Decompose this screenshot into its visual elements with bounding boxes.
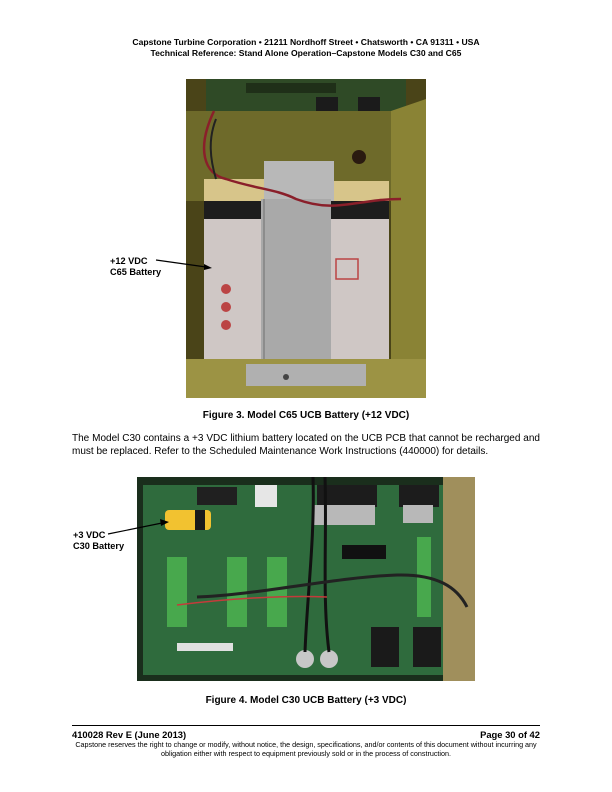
figure4-callout-line2: C30 Battery (73, 541, 125, 551)
figure3-photo (186, 79, 426, 398)
figure3-callout-arrow (154, 258, 214, 272)
body-paragraph: The Model C30 contains a +3 VDC lithium battery located on the UCB PCB that cannot be recharged and must be replaced. Refer to the Scheduled Maintenance Work Instructions (440000) for details. (72, 433, 540, 457)
c30-pcb-photo (137, 477, 475, 681)
c65-battery-photo (186, 79, 426, 398)
footer-page-number: Page 30 of 42 (480, 729, 540, 740)
footer-rule (72, 725, 540, 726)
figure4-callout-arrow (106, 518, 172, 538)
footer-doc-id: 410028 Rev E (June 2013) (72, 729, 187, 740)
figure3-callout-line1: +12 VDC (110, 256, 148, 266)
header-document-title: Technical Reference: Stand Alone Operation–Capstone Models C30 and C65 (150, 48, 462, 58)
figure4-caption: Figure 4. Model C30 UCB Battery (+3 VDC) (205, 695, 407, 706)
footer-disclaimer: Capstone reserves the right to change or modify, without notice, the design, specifications, and/or contents of this document without incurring any obligation either with respect to equipment previously sold or in the process of construction. (75, 740, 537, 758)
figure3-callout-line2: C65 Battery (110, 267, 162, 277)
figure4-photo (137, 477, 475, 681)
header-company-line: Capstone Turbine Corporation • 21211 Nordhoff Street • Chatsworth • CA 91311 • USA (132, 37, 480, 47)
figure3-caption: Figure 3. Model C65 UCB Battery (+12 VDC) (202, 410, 410, 421)
figure4-callout-line1: +3 VDC (73, 530, 106, 540)
